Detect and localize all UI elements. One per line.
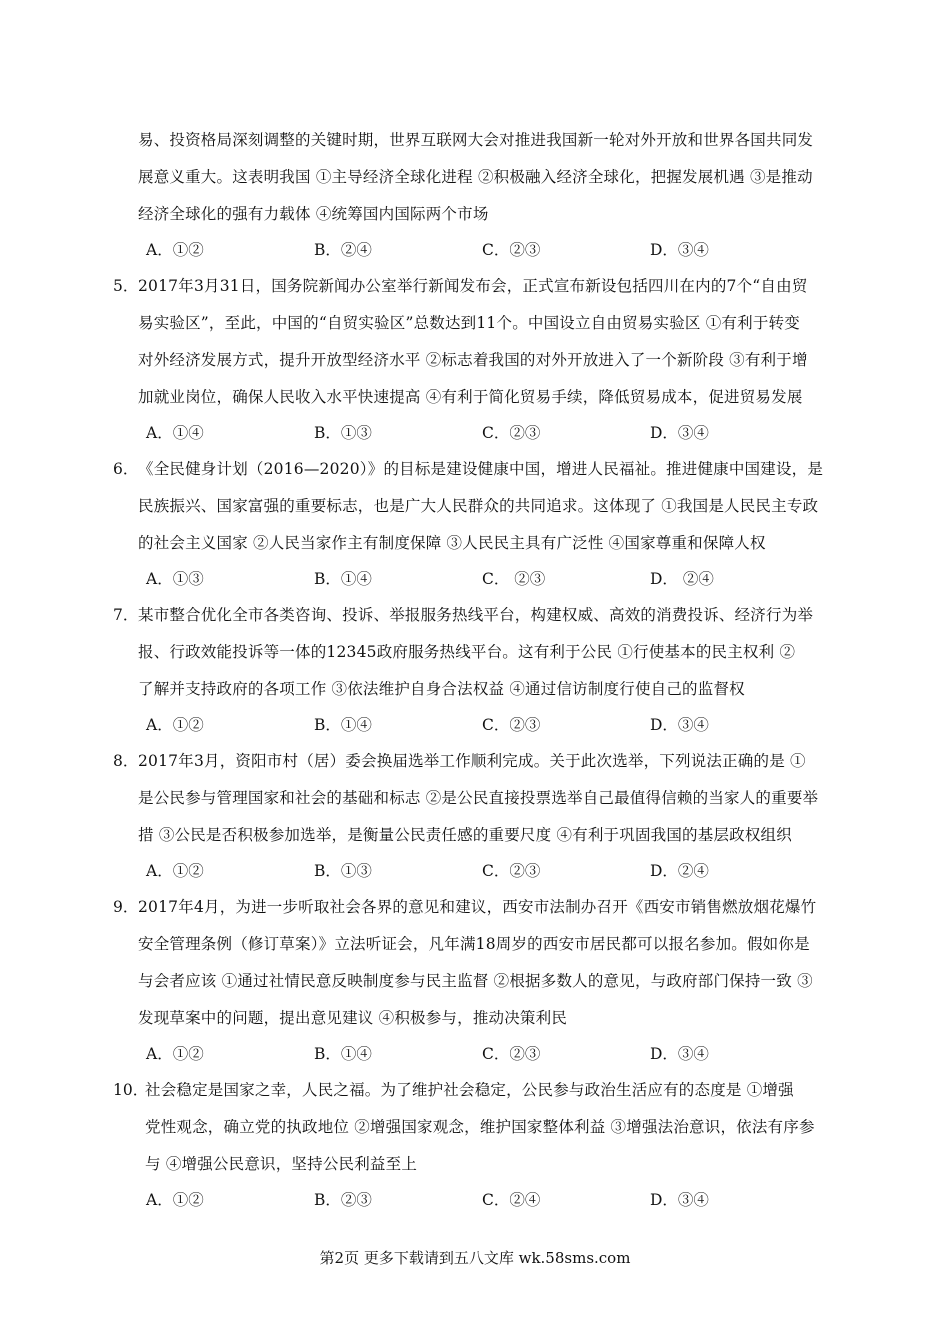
q10-option-c: C．②④ [482, 1191, 541, 1209]
q8-text-line-1: 2017年3月，资阳市村（居）委会换届选举工作顺利完成。关于此次选举，下列说法正确的是 ① [138, 752, 806, 770]
q5-option-b: B．①③ [314, 424, 372, 442]
q5-text-line-1: 2017年3月31日，国务院新闻办公室举行新闻发布会，正式宣布新设包括四川在内的7个“自由贸 [138, 277, 808, 295]
q7-option-b: B．①④ [314, 716, 372, 734]
q7-text-line-1: 某市整合优化全市各类咨询、投诉、举报服务热线平台，构建权威、高效的消费投诉、经济行为举 [138, 606, 814, 624]
q7-option-d: D．③④ [650, 716, 709, 734]
q9-text-line-2: 安全管理条例（修订草案）》立法听证会，凡年满18周岁的西安市居民都可以报名参加。假如你是 [138, 935, 810, 953]
q9-text-line-1: 2017年4月，为进一步听取社会各界的意见和建议，西安市法制办召开《西安市销售燃放烟花爆竹 [138, 898, 817, 916]
q6-number: 6． [113, 460, 139, 478]
q4-option-c: C．②③ [482, 241, 541, 259]
q10-option-a: A．①② [146, 1191, 204, 1209]
q5-options [146, 421, 846, 443]
q6-text-line-3: 的社会主义国家 ②人民当家作主有制度保障 ③人民民主具有广泛性 ④国家尊重和保障人权 [138, 534, 766, 552]
q8-option-a: A．①② [146, 862, 204, 880]
q5-option-d: D．③④ [650, 424, 709, 442]
q5-text-line-4: 加就业岗位，确保人民收入水平快速提高 ④有利于简化贸易手续，降低贸易成本，促进贸易发展 [138, 388, 803, 406]
q9-option-c: C．②③ [482, 1045, 541, 1063]
q4-text-line-2: 展意义重大。这表明我国 ①主导经济全球化进程 ②积极融入经济全球化，把握发展机遇 ③是推动 [138, 168, 813, 186]
q6-option-d: D． ②④ [650, 570, 714, 588]
q9-text-line-3: 与会者应该 ①通过社情民意反映制度参与民主监督 ②根据多数人的意见，与政府部门保持一致 ③ [138, 972, 813, 990]
q8-text-line-3: 措 ③公民是否积极参加选举，是衡量公民责任感的重要尺度 ④有利于巩固我国的基层政权组织 [138, 826, 792, 844]
q9-option-a: A．①② [146, 1045, 204, 1063]
q4-option-a: A．①② [146, 241, 204, 259]
q4-option-d: D．③④ [650, 241, 709, 259]
q6-option-b: B．①④ [314, 570, 372, 588]
q10-text-line-2: 党性观念，确立党的执政地位 ②增强国家观念，维护国家整体利益 ③增强法治意识，依法有序参 [145, 1118, 815, 1136]
q7-text-line-2: 报、行政效能投诉等一体的12345政府服务热线平台。这有利于公民 ①行使基本的民主权利 ② [138, 643, 796, 661]
q8-text-line-2: 是公民参与管理国家和社会的基础和标志 ②是公民直接投票选举自己最值得信赖的当家人的重要举 [138, 789, 819, 807]
q4-options [146, 238, 846, 260]
q6-options [146, 567, 846, 589]
q9-text-line-4: 发现草案中的问题，提出意见建议 ④积极参与，推动决策利民 [138, 1009, 568, 1027]
q9-option-b: B．①④ [314, 1045, 372, 1063]
q7-options [146, 713, 846, 735]
q7-option-a: A．①② [146, 716, 204, 734]
q4-text-line-3: 经济全球化的强有力载体 ④统筹国内国际两个市场 [138, 205, 489, 223]
q5-option-a: A．①④ [146, 424, 204, 442]
q10-text-line-3: 与 ④增强公民意识，坚持公民利益至上 [145, 1155, 418, 1173]
q10-option-d: D．③④ [650, 1191, 709, 1209]
q6-option-a: A．①③ [146, 570, 204, 588]
q8-number: 8． [113, 752, 139, 770]
q8-option-c: C．②③ [482, 862, 541, 880]
q5-text-line-2: 易实验区”，至此，中国的“自贸实验区”总数达到11个。中国设立自由贸易实验区 ①有利于转变 [138, 314, 800, 332]
q4-option-b: B．②④ [314, 241, 372, 259]
q7-number: 7． [113, 606, 139, 624]
q7-option-c: C．②③ [482, 716, 541, 734]
q10-text-line-1: 社会稳定是国家之幸，人民之福。为了维护社会稳定，公民参与政治生活应有的态度是 ①增强 [145, 1081, 794, 1099]
q4-text-line-1: 易、投资格局深刻调整的关键时期，世界互联网大会对推进我国新一轮对外开放和世界各国共同发 [138, 131, 814, 149]
page-footer: 第2页 更多下载请到五八文库 wk.58sms.com [319, 1249, 631, 1267]
q9-options [146, 1042, 846, 1064]
q5-option-c: C．②③ [482, 424, 541, 442]
q10-options [146, 1188, 846, 1210]
q8-option-d: D．②④ [650, 862, 709, 880]
q6-text-line-1: 《全民健身计划（2016—2020）》的目标是建设健康中国，增进人民福祉。推进健康中国建设，是 [138, 460, 824, 478]
q6-text-line-2: 民族振兴、国家富强的重要标志，也是广大人民群众的共同追求。这体现了 ①我国是人民民主专政 [138, 497, 819, 515]
q10-option-b: B．②③ [314, 1191, 372, 1209]
q10-number: 10． [113, 1081, 149, 1099]
q5-number: 5． [113, 277, 139, 295]
q9-number: 9． [113, 898, 139, 916]
q7-text-line-3: 了解并支持政府的各项工作 ③依法维护自身合法权益 ④通过信访制度行使自己的监督权 [138, 680, 745, 698]
q6-option-c: C． ②③ [482, 570, 546, 588]
q8-options [146, 859, 846, 881]
q8-option-b: B．①③ [314, 862, 372, 880]
q9-option-d: D．③④ [650, 1045, 709, 1063]
q5-text-line-3: 对外经济发展方式，提升开放型经济水平 ②标志着我国的对外开放进入了一个新阶段 ③有利于增 [138, 351, 808, 369]
